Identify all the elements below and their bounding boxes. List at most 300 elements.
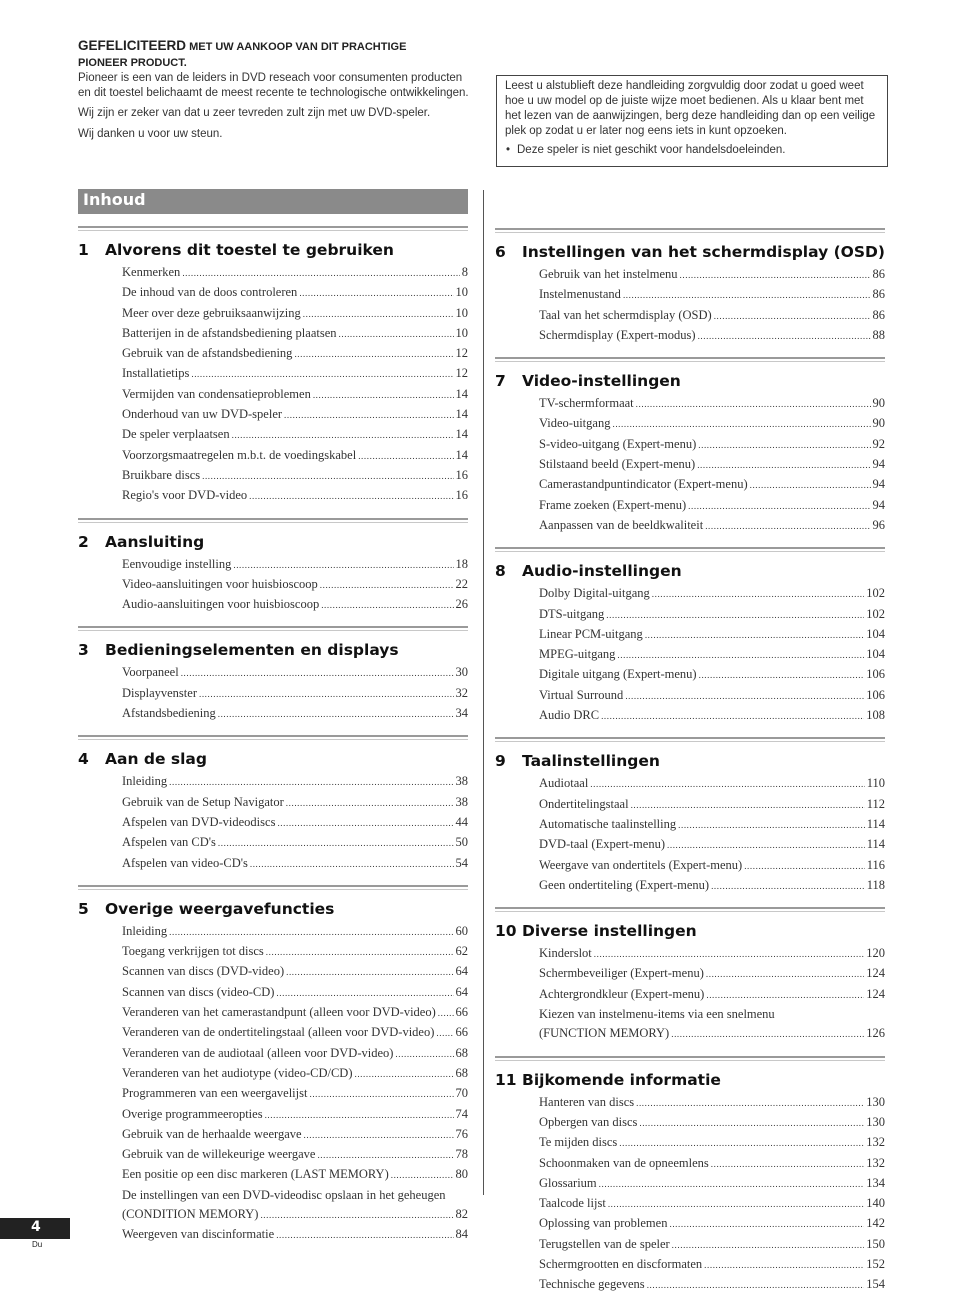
- dot-leader: [652, 584, 865, 604]
- toc-entry-page: 90: [872, 396, 885, 411]
- toc-entry-page: 132: [866, 1135, 885, 1150]
- dot-leader: [286, 962, 453, 982]
- dot-leader: [169, 922, 453, 942]
- page-number: 4: [31, 1219, 41, 1235]
- section-heading[interactable]: [495, 751, 885, 771]
- toc-entry-label: Onderhoud van uw DVD-speler: [122, 407, 283, 422]
- dot-leader: [599, 1174, 865, 1194]
- toc-entry[interactable]: [122, 1044, 468, 1064]
- toc-entry-page: 34: [455, 706, 468, 721]
- toc-entry-label: Schermgrootten en discformaten: [539, 1256, 703, 1271]
- toc-entry-page: 134: [866, 1175, 885, 1190]
- dot-leader: [218, 704, 454, 724]
- toc-entry[interactable]: [539, 496, 885, 516]
- toc-entry[interactable]: [122, 1145, 468, 1165]
- toc-entry[interactable]: [122, 813, 468, 833]
- section-heading[interactable]: [78, 240, 468, 260]
- dot-leader: [636, 394, 871, 414]
- toc-entry[interactable]: [122, 283, 468, 303]
- dot-leader: [639, 1113, 864, 1133]
- toc-entry[interactable]: [122, 1023, 468, 1043]
- toc-entry[interactable]: [539, 265, 885, 285]
- section-entries: [539, 774, 885, 896]
- toc-entry-label: Gebruik van de Setup Navigator: [122, 794, 284, 809]
- toc-entry[interactable]: [122, 446, 468, 466]
- dot-leader: [698, 326, 871, 346]
- toc-entry[interactable]: [539, 876, 885, 896]
- toc-entry[interactable]: [539, 516, 885, 536]
- toc-entry-label: DTS-uitgang: [539, 606, 605, 621]
- toc-entry-page: 14: [455, 407, 468, 422]
- dot-leader: [233, 555, 453, 575]
- toc-entry[interactable]: [122, 704, 468, 724]
- toc-entry[interactable]: [539, 706, 885, 726]
- toc-entry[interactable]: [122, 684, 468, 704]
- section-title: Taalinstellingen: [522, 752, 660, 771]
- dot-leader: [317, 1145, 453, 1165]
- toc-entry-page: 118: [866, 877, 885, 892]
- toc-section: [78, 626, 468, 724]
- toc-entry[interactable]: [539, 964, 885, 984]
- toc-entry[interactable]: [122, 425, 468, 445]
- section-title: Bedieningselementen en displays: [105, 641, 399, 660]
- intro-heading-line2: PIONEER PRODUCT.: [78, 57, 187, 69]
- dot-leader: [391, 1165, 454, 1185]
- toc-entry[interactable]: [122, 922, 468, 942]
- toc-entry-label: Overige programmeeropties: [122, 1106, 263, 1121]
- section-divider: [495, 1056, 885, 1061]
- toc-entry[interactable]: [539, 326, 885, 346]
- toc-entry-page: 16: [455, 488, 468, 503]
- toc-entry[interactable]: [539, 285, 885, 305]
- toc-entry-label: Linear PCM-uitgang: [539, 626, 643, 641]
- section-number: 4: [78, 750, 89, 769]
- dot-leader: [358, 446, 453, 466]
- dot-leader: [672, 1235, 865, 1255]
- toc-section: [78, 518, 468, 616]
- toc-entry[interactable]: [122, 1064, 468, 1084]
- dot-leader: [181, 663, 454, 683]
- toc-entry-label: Audio DRC: [539, 708, 600, 723]
- toc-entry[interactable]: [539, 815, 885, 835]
- dot-leader: [266, 942, 454, 962]
- toc-entry-label: Opbergen van discs: [539, 1114, 638, 1129]
- toc-entry-label: Video-aansluitingen voor huisbioscoop: [122, 576, 318, 591]
- toc-entry[interactable]: [539, 1024, 885, 1044]
- toc-entry[interactable]: [122, 324, 468, 344]
- toc-entry-page: 62: [455, 944, 468, 959]
- dot-leader: [706, 964, 864, 984]
- toc-entry-label: Een positie op een disc markeren (LAST MEMORY): [122, 1167, 389, 1182]
- dot-leader: [698, 435, 870, 455]
- section-heading[interactable]: [495, 242, 885, 262]
- section-heading[interactable]: [78, 749, 468, 769]
- toc-entry-page: 94: [872, 477, 885, 492]
- toc-entry[interactable]: [122, 793, 468, 813]
- toc-left-column: [78, 226, 468, 1257]
- section-divider: [78, 518, 468, 523]
- section-divider: [78, 626, 468, 631]
- dot-leader: [601, 706, 864, 726]
- toc-entry-label: Kiezen van instelmenu-items via een snelmenu: [539, 1007, 775, 1022]
- toc-entry-page: 14: [455, 427, 468, 442]
- toc-entry[interactable]: [539, 605, 885, 625]
- section-entries: [539, 394, 885, 536]
- toc-entry-label: Voorpaneel: [122, 665, 179, 680]
- section-heading[interactable]: [495, 1070, 885, 1090]
- toc-entry-label: Scannen van discs (DVD-video): [122, 964, 285, 979]
- section-number: 10: [495, 922, 517, 941]
- toc-entry-label: Gebruik van het instelmenu: [539, 267, 678, 281]
- notice-box: [496, 75, 888, 167]
- dot-leader: [284, 405, 453, 425]
- toc-entry-page: 104: [866, 647, 885, 662]
- toc-entry-label: Taal van het schermdisplay (OSD): [539, 307, 712, 322]
- section-number: 5: [78, 899, 89, 918]
- toc-entry[interactable]: [122, 962, 468, 982]
- section-number: 3: [78, 641, 89, 660]
- section-entries: [539, 265, 885, 346]
- toc-entry[interactable]: [539, 1194, 885, 1214]
- dot-leader: [711, 1154, 865, 1174]
- dot-leader: [636, 1093, 864, 1113]
- toc-entry[interactable]: [539, 1093, 885, 1113]
- dot-leader: [678, 815, 865, 835]
- toc-entry[interactable]: [539, 686, 885, 706]
- toc-entry[interactable]: [539, 1154, 885, 1174]
- dot-leader: [436, 1023, 453, 1043]
- toc-entry-page: 8: [461, 265, 468, 279]
- toc-entry[interactable]: [539, 944, 885, 964]
- toc-entry[interactable]: [122, 364, 468, 384]
- toc-entry[interactable]: [539, 1005, 885, 1024]
- toc-entry[interactable]: [122, 942, 468, 962]
- toc-entry[interactable]: [122, 1165, 468, 1185]
- dot-leader: [438, 1003, 454, 1023]
- toc-entry-page: 70: [455, 1086, 468, 1101]
- toc-entry-label: Schoonmaken van de opneemlens: [539, 1155, 709, 1170]
- toc-entry-page: 10: [455, 285, 468, 300]
- dot-leader: [750, 475, 871, 495]
- toc-entry-label: Camerastandpuntindicator (Expert-menu): [539, 477, 748, 492]
- dot-leader: [250, 854, 454, 874]
- toc-entry[interactable]: [122, 1003, 468, 1023]
- toc-entry-page: 124: [866, 986, 885, 1001]
- toc-entry[interactable]: [122, 833, 468, 853]
- toc-entry-label: Afspelen van DVD-videodiscs: [122, 814, 276, 829]
- toc-entry-page: 124: [866, 966, 885, 981]
- toc-entry[interactable]: [122, 1105, 468, 1125]
- section-title: Audio-instellingen: [522, 562, 682, 581]
- toc-entry-page: 30: [455, 665, 468, 680]
- toc-entry-page: 110: [866, 776, 885, 791]
- toc-entry-label: De instellingen van een DVD-videodisc opslaan in het geheugen: [122, 1187, 446, 1202]
- toc-entry[interactable]: [122, 344, 468, 364]
- toc-entry-label: Bruikbare discs: [122, 467, 201, 482]
- toc-section: [495, 907, 885, 1044]
- toc-entry-label: Schermdisplay (Expert-modus): [539, 327, 696, 342]
- toc-entry-label: Veranderen van de ondertitelingstaal (alleen voor DVD-video): [122, 1025, 435, 1040]
- toc-entry-label: Afstandsbediening: [122, 706, 216, 721]
- toc-entry-page: 130: [866, 1094, 885, 1109]
- toc-entry[interactable]: [539, 1255, 885, 1275]
- toc-entry-page: 154: [866, 1277, 885, 1292]
- section-number: 8: [495, 562, 506, 581]
- section-number: 7: [495, 372, 506, 391]
- toc-entry-page: 64: [455, 984, 468, 999]
- toc-entry[interactable]: [539, 455, 885, 475]
- toc-entry-label: Automatische taalinstelling: [539, 816, 677, 831]
- dot-leader: [647, 1275, 865, 1295]
- section-title: Diverse instellingen: [522, 922, 697, 941]
- section-number: 6: [495, 243, 506, 261]
- toc-entry-page: 44: [455, 814, 468, 829]
- toc-entry[interactable]: [539, 774, 885, 794]
- toc-entry-label: Terugstellen van de speler: [539, 1236, 670, 1251]
- toc-entry-label: Taalcode lijst: [539, 1196, 606, 1211]
- toc-entry-label: Stilstaand beeld (Expert-menu): [539, 457, 696, 472]
- toc-entry-label: Achtergrondkleur (Expert-menu): [539, 986, 705, 1001]
- dot-leader: [669, 1214, 864, 1234]
- section-entries: [539, 1093, 885, 1296]
- toc-section: [495, 1056, 885, 1296]
- toc-entry[interactable]: [122, 1186, 468, 1205]
- dot-leader: [321, 595, 453, 615]
- section-divider: [495, 547, 885, 552]
- dot-leader: [339, 324, 454, 344]
- toc-entry[interactable]: [122, 486, 468, 506]
- toc-entry[interactable]: [122, 575, 468, 595]
- toc-entry[interactable]: [539, 1133, 885, 1153]
- toc-entry-page: 64: [455, 964, 468, 979]
- toc-entry[interactable]: [539, 985, 885, 1005]
- dot-leader: [744, 856, 865, 876]
- toc-entry-page: 68: [455, 1045, 468, 1060]
- toc-entry-page: 104: [866, 626, 885, 641]
- dot-leader: [631, 795, 865, 815]
- dot-leader: [313, 385, 454, 405]
- dot-leader: [590, 774, 864, 794]
- notice-bullet: • Deze speler is niet geschikt voor handelsdoeleinden.: [505, 143, 879, 158]
- toc-entry[interactable]: [539, 1214, 885, 1234]
- section-entries: [122, 663, 468, 724]
- toc-section: [495, 228, 885, 346]
- section-title: Bijkomende informatie: [522, 1070, 721, 1089]
- dot-leader: [232, 425, 454, 445]
- toc-entry-page: 10: [455, 305, 468, 320]
- dot-leader: [277, 813, 453, 833]
- dot-leader: [699, 665, 865, 685]
- toc-entry[interactable]: [539, 1113, 885, 1133]
- toc-entry-label: De speler verplaatsen: [122, 427, 230, 442]
- toc-entry-page: 106: [866, 667, 885, 682]
- toc-entry-label: Schermbeveiliger (Expert-menu): [539, 966, 704, 981]
- toc-entry[interactable]: [122, 385, 468, 405]
- dot-leader: [286, 793, 454, 813]
- toc-entry[interactable]: [122, 772, 468, 792]
- toc-entry-label: Meer over deze gebruiksaanwijzing: [122, 305, 301, 320]
- section-heading[interactable]: [495, 561, 885, 581]
- toc-entry-page: 82: [455, 1206, 468, 1221]
- toc-entry[interactable]: [122, 466, 468, 486]
- section-number: 11: [495, 1070, 517, 1089]
- section-number: 1: [78, 241, 89, 259]
- section-heading[interactable]: [495, 371, 885, 391]
- toc-entry[interactable]: [539, 856, 885, 876]
- toc-entry[interactable]: [539, 475, 885, 495]
- section-heading[interactable]: [495, 921, 885, 941]
- dot-leader: [617, 645, 864, 665]
- toc-entry[interactable]: [122, 405, 468, 425]
- dot-leader: [276, 983, 453, 1003]
- section-entries: [122, 772, 468, 873]
- toc-entry[interactable]: [122, 1125, 468, 1145]
- toc-entry[interactable]: [122, 1225, 468, 1245]
- section-divider: [78, 885, 468, 890]
- toc-entry-page: 78: [455, 1147, 468, 1162]
- dot-leader: [249, 486, 453, 506]
- toc-entry-page: 114: [866, 816, 885, 831]
- toc-entry-page: 12: [455, 346, 468, 361]
- toc-entry-label: Oplossing van problemen: [539, 1216, 668, 1231]
- toc-entry[interactable]: [122, 555, 468, 575]
- toc-entry-label: Gebruik van de willekeurige weergave: [122, 1147, 316, 1162]
- dot-leader: [276, 1225, 453, 1245]
- section-heading[interactable]: [78, 899, 468, 919]
- section-entries: [122, 922, 468, 1246]
- toc-entry-page: 88: [872, 327, 885, 342]
- toc-entry-label: TV-schermformaat: [539, 396, 634, 411]
- page-number-tab: [0, 1218, 70, 1239]
- toc-entry[interactable]: [539, 306, 885, 326]
- dot-leader: [625, 686, 864, 706]
- section-entries: [122, 263, 468, 507]
- toc-entry[interactable]: [539, 625, 885, 645]
- language-code: Du: [32, 1240, 43, 1249]
- toc-entry[interactable]: [122, 595, 468, 615]
- toc-entry-page: 102: [866, 586, 885, 601]
- toc-entry-label: S-video-uitgang (Expert-menu): [539, 436, 697, 451]
- toc-entry[interactable]: [539, 584, 885, 604]
- toc-entry-page: 152: [866, 1256, 885, 1271]
- toc-entry[interactable]: [539, 795, 885, 815]
- toc-entry[interactable]: [122, 1084, 468, 1104]
- toc-entry-label: Toegang verkrijgen tot discs: [122, 944, 264, 959]
- toc-entry-label: Vermijden van condensatieproblemen: [122, 386, 311, 401]
- toc-entry[interactable]: [122, 263, 468, 283]
- toc-entry-label: Afspelen van video-CD's: [122, 855, 248, 870]
- dot-leader: [594, 944, 864, 964]
- toc-entry-page: 120: [866, 946, 885, 961]
- toc-entry[interactable]: [539, 1275, 885, 1295]
- section-title: Alvorens dit toestel te gebruiken: [105, 241, 394, 259]
- notice-text: Leest u alstublieft deze handleiding zorgvuldig door zodat u goed weet hoe u uw model op de juiste wijze moet bedienen. Als u klaar bent met het lezen van de aanwijzingen, berg deze handleiding dan op een veilige plek op zodat u er later nog eens iets in kunt opzoeken.: [505, 80, 876, 137]
- toc-entry-label: Kenmerken: [122, 265, 181, 279]
- intro-heading: [78, 38, 478, 71]
- dot-leader: [202, 466, 453, 486]
- intro-heading-main: GEFELICITEERD: [78, 38, 187, 53]
- toc-entry-label: Inleiding: [122, 923, 168, 938]
- section-heading[interactable]: [78, 640, 468, 660]
- toc-entry-label: Voorzorgsmaatregelen m.b.t. de voedingskabel: [122, 447, 357, 462]
- toc-entry-label: Aanpassen van de beeldkwaliteit: [539, 517, 704, 532]
- dot-leader: [623, 285, 871, 305]
- toc-entry-page: 108: [866, 708, 885, 723]
- toc-entry-label: Te mijden discs: [539, 1135, 618, 1150]
- section-divider: [495, 907, 885, 912]
- toc-entry-label: Audiotaal: [539, 776, 589, 791]
- toc-entry-label: Frame zoeken (Expert-menu): [539, 497, 687, 512]
- dot-leader: [608, 1194, 864, 1214]
- toc-entry-label: Eenvoudige instelling: [122, 556, 232, 571]
- toc-entry-page: 50: [455, 835, 468, 850]
- toc-entry[interactable]: [122, 983, 468, 1003]
- dot-leader: [671, 1024, 864, 1044]
- toc-entry-label: MPEG-uitgang: [539, 647, 616, 662]
- toc-entry-page: 68: [455, 1065, 468, 1080]
- toc-entry-page: 16: [455, 467, 468, 482]
- toc-entry[interactable]: [122, 1205, 468, 1225]
- section-title: Instellingen van het schermdisplay (OSD): [522, 243, 885, 261]
- toc-entry-label: Regio's voor DVD-video: [122, 488, 248, 503]
- section-heading[interactable]: [78, 532, 468, 552]
- toc-entry[interactable]: [539, 1235, 885, 1255]
- toc-section: [495, 357, 885, 536]
- toc-entry-page: 140: [866, 1196, 885, 1211]
- toc-entry-page: 150: [866, 1236, 885, 1251]
- dot-leader: [182, 263, 459, 283]
- toc-entry-page: 96: [872, 517, 885, 532]
- toc-entry-label: Veranderen van de audiotaal (alleen voor DVD-video): [122, 1045, 394, 1060]
- toc-entry[interactable]: [539, 665, 885, 685]
- section-entries: [122, 555, 468, 616]
- dot-leader: [260, 1205, 453, 1225]
- toc-entry[interactable]: [122, 663, 468, 683]
- toc-entry-label: Afspelen van CD's: [122, 835, 216, 850]
- dot-leader: [680, 265, 871, 285]
- toc-entry-label: Inleiding: [122, 774, 168, 789]
- toc-entry-label: Scannen van discs (video-CD): [122, 984, 275, 999]
- toc-entry[interactable]: [539, 435, 885, 455]
- dot-leader: [706, 985, 864, 1005]
- dot-leader: [309, 1084, 453, 1104]
- toc-entry-label: (CONDITION MEMORY): [122, 1206, 259, 1221]
- toc-entry[interactable]: [122, 854, 468, 874]
- toc-entry[interactable]: [539, 645, 885, 665]
- section-title: Video-instellingen: [522, 372, 681, 391]
- toc-entry-page: 80: [455, 1167, 468, 1182]
- toc-entry[interactable]: [539, 835, 885, 855]
- toc-entry[interactable]: [122, 304, 468, 324]
- toc-entry[interactable]: [539, 394, 885, 414]
- toc-entry-page: 86: [872, 267, 885, 281]
- toc-entry-label: (FUNCTION MEMORY): [539, 1026, 670, 1041]
- toc-entry-page: 10: [455, 325, 468, 340]
- dot-leader: [199, 684, 454, 704]
- toc-entry-page: 116: [866, 857, 885, 872]
- section-divider: [78, 226, 468, 231]
- toc-entry-label: Veranderen van het audiotype (video-CD/CD): [122, 1065, 353, 1080]
- section-number: 2: [78, 532, 89, 551]
- toc-entry-label: Gebruik van de herhaalde weergave: [122, 1126, 302, 1141]
- toc-entry-page: 38: [455, 774, 468, 789]
- section-divider: [78, 735, 468, 740]
- toc-entry[interactable]: [539, 414, 885, 434]
- toc-entry-page: 14: [455, 447, 468, 462]
- toc-entry[interactable]: [539, 1174, 885, 1194]
- dot-leader: [612, 414, 870, 434]
- toc-section: [495, 547, 885, 726]
